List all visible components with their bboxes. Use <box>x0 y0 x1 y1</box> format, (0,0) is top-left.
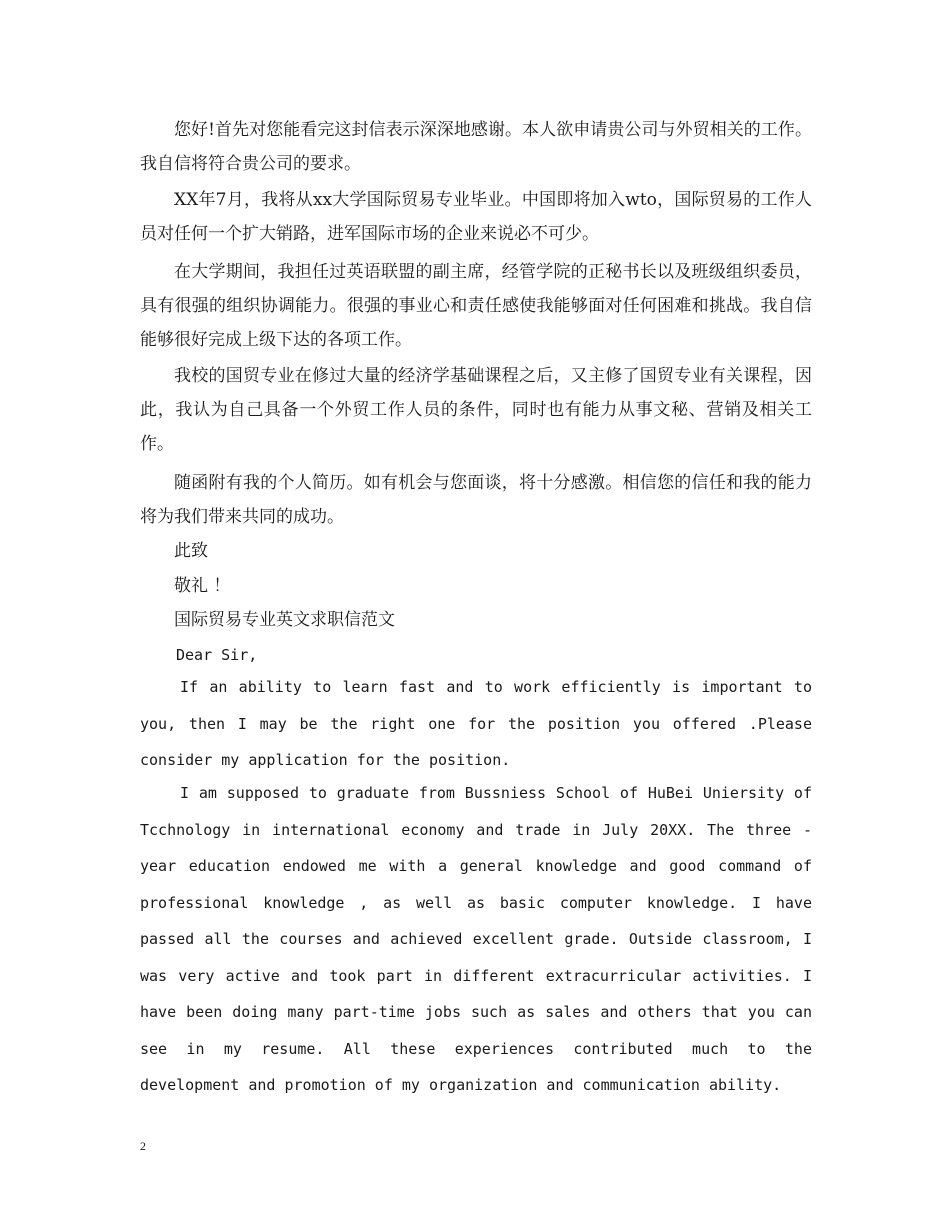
closing-text: 此致 <box>174 541 208 561</box>
paragraph-major-cn: 我校的国贸专业在修过大量的经济学基础课程之后，又主修了国贸专业有关课程，因此，我认为自己具备一个外贸工作人员的条件，同时也有能力从事文秘、营销及相关工作。 <box>140 366 812 454</box>
paragraph-university-experience-cn: 在大学期间，我担任过英语联盟的副主席，经管学院的正秘书长以及班级组织委员，具有很强的组织协调能力。很强的事业心和责任感使我能够面对任何困难和挑战。我自信能够很好完成上级下达的各项工作。 <box>140 262 812 350</box>
paragraph-intro-en: If an ability to learn fast and to work efficiently is important to you, then I may be the right one for the position you offered .Please consider my application for the position. <box>140 678 812 769</box>
paragraph-greeting-cn: 您好!首先对您能看完这封信表示深深地感谢。本人欲申请贵公司与外贸相关的工作。我自信将符合贵公司的要求。 <box>140 120 812 174</box>
section-title: 国际贸易专业英文求职信范文 <box>174 610 395 630</box>
page-number: 2 <box>140 1139 146 1153</box>
paragraph-resume-cn: 随函附有我的个人简历。如有机会与您面谈，将十分感激。相信您的信任和我的能力将为我们带来共同的成功。 <box>140 473 812 527</box>
paragraph-education-en: I am supposed to graduate from Bussniess School of HuBei Uniersity of Tcchnology in international economy and trade in July 20XX. The three -year education endowed me with a general knowledge and good command of professional knowledge , as well as basic computer knowledge. I have passed all the courses and achieved excellent grade. Outside classroom, I was very active and took part in different extracurricular activities. I have been doing many part-time jobs such as sales and others that you can see in my resume. All these experiences contributed much to the development and promotion of my organization and communication ability. <box>140 784 812 1094</box>
greeting-en: Dear Sir, <box>176 646 258 664</box>
salute-text: 敬礼 ！ <box>174 576 231 596</box>
paragraph-graduation-cn: XX年7月，我将从xx大学国际贸易专业毕业。中国即将加入wto，国际贸易的工作人员对任何一个扩大销路，进军国际市场的企业来说必不可少。 <box>140 190 812 244</box>
